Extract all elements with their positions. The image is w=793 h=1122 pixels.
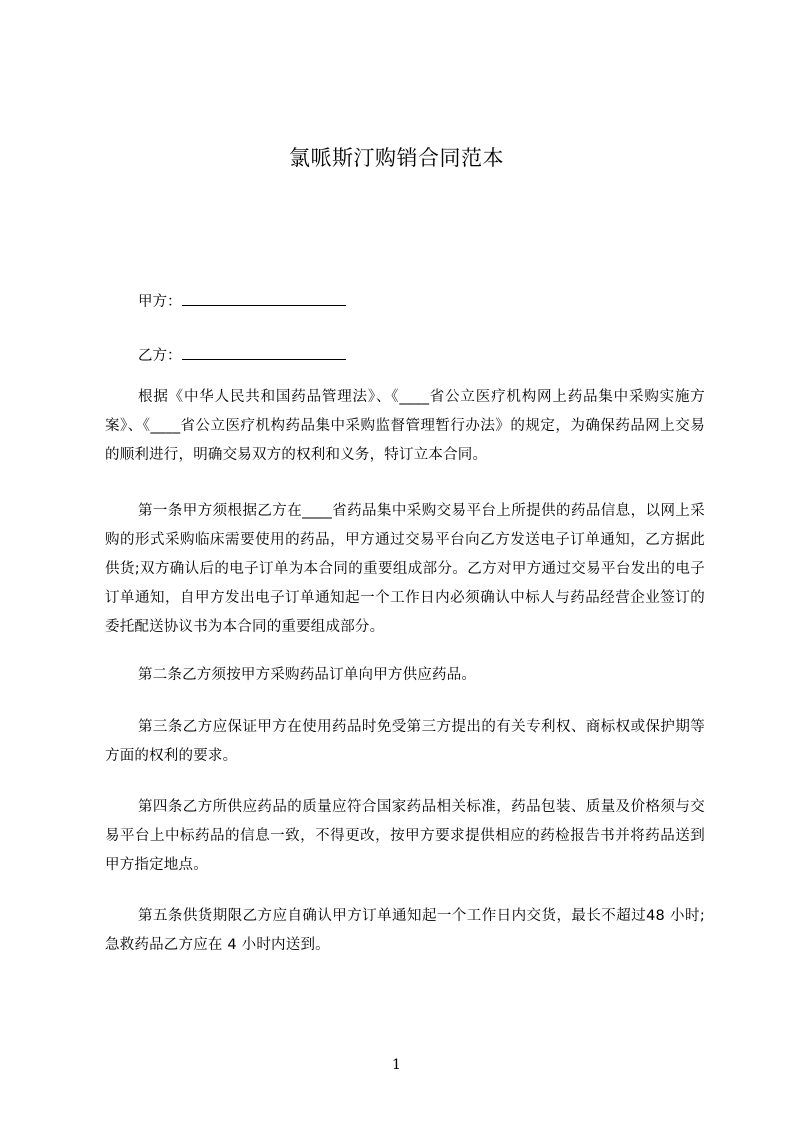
preamble-paragraph: 根据《中华人民共和国药品管理法》、《____省公立医疗机构网上药品集中采购实施方案》、《____省公立医疗机构药品集中采购监督管理暂行办法》的规定，为确保药品网上交易的顺利进行，明确交易双方的权利和义务，特订立本合同。 xyxy=(105,389,705,463)
article-2-paragraph: 第二条乙方须按甲方采购药品订单向甲方供应药品。 xyxy=(138,667,477,683)
article-5-paragraph: 第五条供货期限乙方应自确认甲方订单通知起一个工作日内交货，最长不超过48 小时;急救药品乙方应在 4 小时内送到。 xyxy=(105,908,705,953)
party-a-blank xyxy=(182,291,346,306)
party-b-label: 乙方： xyxy=(138,348,182,364)
party-b-blank xyxy=(182,345,346,360)
party-b-line xyxy=(138,345,346,366)
page-number: 1 xyxy=(392,1057,401,1073)
article-1-paragraph: 第一条甲方须根据乙方在____省药品集中采购交易平台上所提供的药品信息，以网上采购的形式采购临床需要使用的药品，甲方通过交易平台向乙方发送电子订单通知，乙方据此供货;双方确认后的电子订单为本合同的重要组成部分。乙方对甲方通过交易平台发出的电子订单通知，自甲方发出电子订单通知起一个工作日内必须确认中标人与药品经营企业签订的委托配送协议书为本合同的重要组成部分。 xyxy=(105,503,705,635)
article-4-paragraph: 第四条乙方所供应药品的质量应符合国家药品相关标准，药品包装、质量及价格须与交易平台上中标药品的信息一致，不得更改，按甲方要求提供相应的药检报告书并将药品送到甲方指定地点。 xyxy=(105,799,705,873)
document-title: 氯哌斯汀购销合同范本 xyxy=(289,146,504,170)
article-3-paragraph: 第三条乙方应保证甲方在使用药品时免受第三方提出的有关专利权、商标权或保护期等方面的权利的要求。 xyxy=(105,719,705,764)
party-a-line xyxy=(138,291,346,312)
party-a-label: 甲方： xyxy=(138,294,182,310)
